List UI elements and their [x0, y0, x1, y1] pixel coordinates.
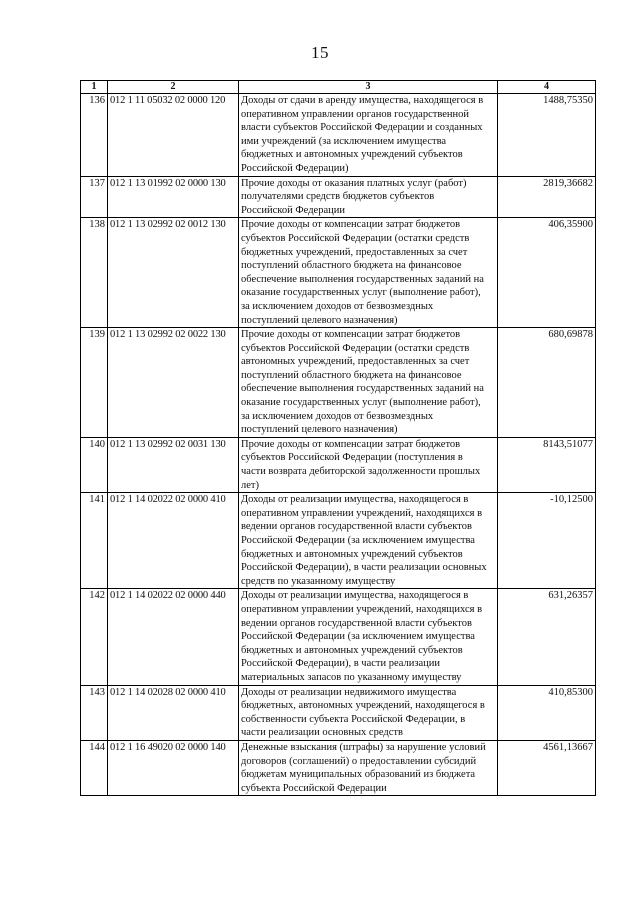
description-line: Российской Федерации), в части реализации основных — [241, 562, 487, 574]
description-line: бюджетных и автономных учреждений субъектов — [241, 548, 463, 560]
header-col-4: 4 — [498, 81, 596, 94]
description-line: Российской Федерации (за исключением имущества — [241, 631, 475, 643]
description-line: Доходы от сдачи в аренду имущества, находящегося в — [241, 95, 484, 106]
amount-value: 4561,13667 — [498, 740, 596, 795]
description-line: Доходы от реализации недвижимого имущества — [241, 686, 457, 698]
description-line: лет) — [241, 479, 259, 491]
description-line: части возврата дебиторской задолженности прошлых — [241, 466, 481, 478]
description-line: поступлений целевого назначения) — [241, 424, 398, 436]
description-line: Прочие доходы от компенсации затрат бюджетов — [241, 438, 461, 450]
table-row — [81, 328, 596, 438]
budget-classification-code: 012 1 13 01992 02 0000 130 — [108, 176, 239, 218]
budget-classification-code: 012 1 14 02028 02 0000 410 — [108, 685, 239, 740]
row-number: 141 — [81, 493, 108, 589]
row-number: 144 — [81, 740, 108, 795]
revenue-table — [80, 80, 596, 796]
description-line: автономных учреждений, предоставленных за счет — [241, 356, 470, 368]
table-row — [81, 94, 596, 177]
row-number: 142 — [81, 589, 108, 685]
table-row — [81, 493, 596, 589]
description-line: Российской Федерации), в части реализации — [241, 658, 441, 670]
table-body — [81, 94, 596, 796]
amount-value: 2819,36682 — [498, 176, 596, 218]
description-line: оперативном управлении учреждений, находящихся в — [241, 603, 483, 615]
description-line: поступлений областного бюджета на финансовое — [241, 369, 462, 381]
amount-value: 406,35900 — [498, 218, 596, 328]
description-line: бюджетных, автономных учреждений, находящегося в — [241, 700, 485, 712]
description-line: Российской Федерации — [241, 204, 345, 216]
budget-classification-code: 012 1 11 05032 02 0000 120 — [108, 94, 239, 177]
row-number: 136 — [81, 94, 108, 177]
revenue-description — [239, 94, 498, 177]
revenue-description — [239, 218, 498, 328]
row-number: 137 — [81, 176, 108, 218]
revenue-description — [239, 328, 498, 438]
revenue-description — [239, 176, 498, 218]
table-row — [81, 589, 596, 685]
revenue-description — [239, 685, 498, 740]
revenue-description — [239, 589, 498, 685]
row-number: 143 — [81, 685, 108, 740]
table-row — [81, 685, 596, 740]
amount-value: 631,26357 — [498, 589, 596, 685]
amount-value: 8143,51077 — [498, 437, 596, 492]
description-line: средств по указанному имуществу — [241, 575, 396, 587]
row-number: 139 — [81, 328, 108, 438]
row-number: 138 — [81, 218, 108, 328]
description-line: оперативном управлении органов государственной — [241, 108, 470, 120]
budget-classification-code: 012 1 13 02992 02 0012 130 — [108, 218, 239, 328]
description-line: ими учреждений (за исключением имущества — [241, 135, 447, 147]
amount-value: 410,85300 — [498, 685, 596, 740]
description-line: Доходы от реализации имущества, находящегося в — [241, 590, 469, 602]
amount-value: 1488,75350 — [498, 94, 596, 177]
description-line: бюджетам муниципальных образований из бюджета — [241, 769, 476, 781]
description-line: оказание государственных услуг (выполнение работ), — [241, 397, 481, 409]
description-line: материальных запасов по указанному имуществу — [241, 671, 462, 683]
row-number: 140 — [81, 437, 108, 492]
description-line: Российской Федерации) — [241, 162, 349, 174]
description-line: Прочие доходы от компенсации затрат бюджетов — [241, 219, 461, 231]
amount-value: 680,69878 — [498, 328, 596, 438]
description-line: власти субъектов Российской Федерации и созданных — [241, 122, 483, 134]
budget-classification-code: 012 1 14 02022 02 0000 440 — [108, 589, 239, 685]
budget-classification-code: 012 1 13 02992 02 0031 130 — [108, 437, 239, 492]
description-line: бюджетных и автономных учреждений субъектов — [241, 149, 463, 161]
description-line: субъектов Российской Федерации (остатки средств — [241, 342, 470, 354]
description-line: Российской Федерации (за исключением имущества — [241, 535, 475, 546]
header-col-1: 1 — [81, 81, 108, 94]
description-line: Прочие доходы от оказания платных услуг (работ) — [241, 177, 467, 189]
budget-classification-code: 012 1 14 02022 02 0000 410 — [108, 493, 239, 589]
table-row — [81, 176, 596, 218]
description-line: получателями средств бюджетов субъектов — [241, 191, 435, 203]
description-line: обеспечение выполнения государственных заданий на — [241, 383, 484, 395]
description-line: Доходы от реализации имущества, находящегося в — [241, 494, 469, 506]
table-header-row — [81, 81, 596, 94]
description-line: ведении органов государственной власти субъектов — [241, 617, 472, 629]
budget-classification-code: 012 1 13 02992 02 0022 130 — [108, 328, 239, 438]
description-line: обеспечение выполнения государственных заданий на — [241, 273, 484, 285]
description-line: бюджетных и автономных учреждений субъектов — [241, 644, 463, 656]
description-line: договоров (соглашений) о предоставлении субсидий — [241, 755, 477, 767]
budget-classification-code: 012 1 16 49020 02 0000 140 — [108, 740, 239, 795]
description-line: собственности субъекта Российской Федерации, в — [241, 713, 466, 725]
amount-value: -10,12500 — [498, 493, 596, 589]
table-row — [81, 437, 596, 492]
page-number: 15 — [311, 43, 329, 62]
description-line: части реализации основных средств — [241, 727, 403, 739]
description-line: субъекта Российской Федерации — [241, 782, 387, 794]
description-line: Прочие доходы от компенсации затрат бюджетов — [241, 329, 461, 341]
description-line: субъектов Российской Федерации (поступления в — [241, 452, 463, 464]
description-line: ведении органов государственной власти субъектов — [241, 521, 472, 533]
description-line: за исключением доходов от безвозмездных — [241, 300, 434, 312]
description-line: за исключением доходов от безвозмездных — [241, 410, 434, 422]
description-line: поступлений целевого назначения) — [241, 314, 398, 326]
description-line: поступлений областного бюджета на финансовое — [241, 260, 462, 272]
description-line: оказание государственных услуг (выполнение работ), — [241, 287, 481, 299]
header-col-3: 3 — [239, 81, 498, 94]
revenue-description — [239, 493, 498, 589]
table-row — [81, 218, 596, 328]
revenue-description — [239, 740, 498, 795]
header-col-2: 2 — [108, 81, 239, 94]
table-row — [81, 740, 596, 795]
description-line: бюджетных учреждений, предоставленных за счет — [241, 246, 468, 258]
revenue-description — [239, 437, 498, 492]
description-line: Денежные взыскания (штрафы) за нарушение условий — [241, 741, 486, 753]
description-line: оперативном управлении учреждений, находящихся в — [241, 507, 483, 519]
description-line: субъектов Российской Федерации (остатки средств — [241, 232, 470, 244]
